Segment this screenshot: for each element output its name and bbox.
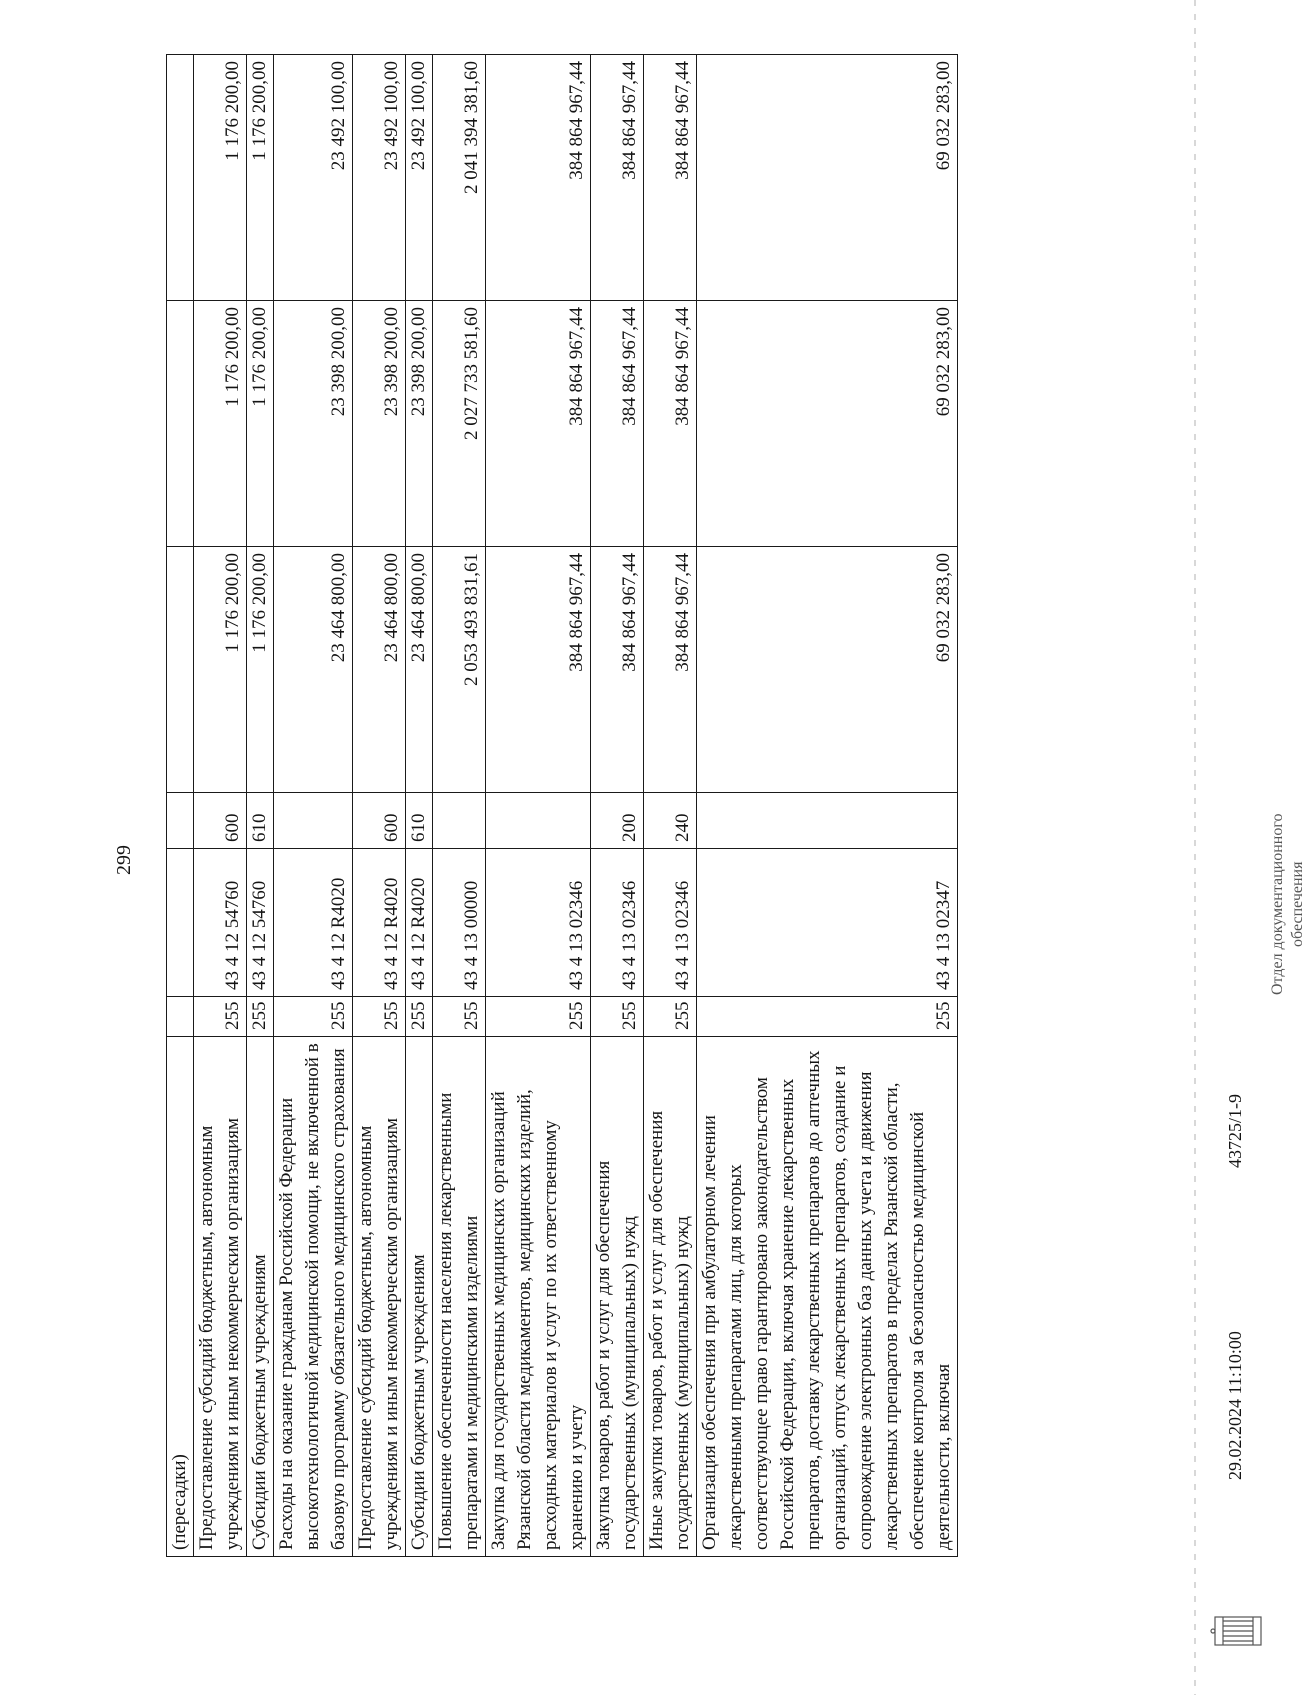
cell-expense-type — [274, 793, 353, 849]
cell-amount-year-3: 1 176 200,00 — [194, 55, 247, 301]
cell-amount-year-2 — [167, 301, 194, 547]
cell-amount-year-1: 23 464 800,00 — [353, 547, 406, 793]
cell-name: Предоставление субсидий бюджетным, автономным учреждениям и иным некоммерческим организациям — [353, 1037, 406, 1557]
cell-ministry-code: 255 — [353, 997, 406, 1037]
table-row — [406, 55, 433, 1557]
page-number: 299 — [113, 845, 135, 875]
cell-amount-year-1: 1 176 200,00 — [194, 547, 247, 793]
cell-program-code: 43 4 12 R4020 — [353, 849, 406, 997]
cell-name: Повышение обеспеченности населения лекарственными препаратами и медицинскими изделиями — [433, 1037, 486, 1557]
cell-ministry-code: 255 — [433, 997, 486, 1037]
cell-ministry-code: 255 — [406, 997, 433, 1037]
cell-amount-year-3: 23 492 100,00 — [353, 55, 406, 301]
cell-name: Субсидии бюджетным учреждениям — [406, 1037, 433, 1557]
cell-name: Организация обеспечения при амбулаторном лечении лекарственными препаратами лиц, для которых соответствующее право гарантировано законодательством Российской Федерации, включая хранение лекарственных препаратов, доставку лекарственных препаратов до аптечных организаций, отпуск лекарственных препаратов, создание и сопровождение электронных баз данных учета и движения лекарственных препаратов в пределах Рязанской области, обеспечение контроля за безопасностью медицинской деятельности, включая — [697, 1037, 958, 1557]
cell-ministry-code: 255 — [697, 997, 958, 1037]
cell-amount-year-1: 23 464 800,00 — [406, 547, 433, 793]
scan-edge-artifact — [1194, 0, 1196, 1695]
cell-amount-year-1: 2 053 493 831,61 — [433, 547, 486, 793]
cell-amount-year-1 — [167, 547, 194, 793]
cell-amount-year-3: 23 492 100,00 — [406, 55, 433, 301]
cell-program-code: 43 4 12 R4020 — [406, 849, 433, 997]
table-row — [697, 55, 958, 1557]
cell-amount-year-1: 384 864 967,44 — [644, 547, 697, 793]
cell-amount-year-2: 1 176 200,00 — [247, 301, 274, 547]
emblem-icon — [1212, 1602, 1264, 1660]
cell-program-code: 43 4 12 R4020 — [274, 849, 353, 997]
cell-amount-year-2: 23 398 200,00 — [274, 301, 353, 547]
budget-table — [166, 54, 958, 1557]
cell-amount-year-3: 1 176 200,00 — [247, 55, 274, 301]
cell-ministry-code — [167, 997, 194, 1037]
cell-expense-type: 610 — [406, 793, 433, 849]
cell-amount-year-3: 2 041 394 381,60 — [433, 55, 486, 301]
cell-amount-year-2: 2 027 733 581,60 — [433, 301, 486, 547]
cell-expense-type: 240 — [644, 793, 697, 849]
table-row — [247, 55, 274, 1557]
rotated-table-container — [166, 47, 1046, 1557]
cell-amount-year-1: 69 032 283,00 — [697, 547, 958, 793]
cell-ministry-code: 255 — [644, 997, 697, 1037]
cell-ministry-code: 255 — [194, 997, 247, 1037]
cell-amount-year-2: 384 864 967,44 — [486, 301, 591, 547]
cell-expense-type: 600 — [353, 793, 406, 849]
cell-program-code: 43 4 13 00000 — [433, 849, 486, 997]
table-row — [353, 55, 406, 1557]
table-body — [167, 55, 958, 1557]
cell-name: Субсидии бюджетным учреждениям — [247, 1037, 274, 1557]
cell-program-code — [167, 849, 194, 997]
cell-name: (пересадки) — [167, 1037, 194, 1557]
cell-amount-year-3: 69 032 283,00 — [697, 55, 958, 301]
table-row — [194, 55, 247, 1557]
cell-name: Расходы на оказание гражданам Российской Федерации высокотехнологичной медицинской помощи, не включенной в базовую программу обязательного медицинского страхования — [274, 1037, 353, 1557]
table-row — [433, 55, 486, 1557]
cell-amount-year-2: 23 398 200,00 — [406, 301, 433, 547]
department-stamp — [1268, 813, 1308, 995]
table-row — [167, 55, 194, 1557]
cell-program-code: 43 4 12 54760 — [194, 849, 247, 997]
cell-amount-year-3: 384 864 967,44 — [591, 55, 644, 301]
cell-amount-year-3: 384 864 967,44 — [486, 55, 591, 301]
cell-program-code: 43 4 12 54760 — [247, 849, 274, 997]
cell-program-code: 43 4 13 02347 — [697, 849, 958, 997]
cell-expense-type — [697, 793, 958, 849]
cell-name: Предоставление субсидий бюджетным, автономным учреждениям и иным некоммерческим организациям — [194, 1037, 247, 1557]
cell-name: Иные закупки товаров, работ и услуг для обеспечения государственных (муниципальных) нужд — [644, 1037, 697, 1557]
cell-amount-year-2: 69 032 283,00 — [697, 301, 958, 547]
cell-ministry-code: 255 — [486, 997, 591, 1037]
cell-amount-year-3 — [167, 55, 194, 301]
cell-amount-year-1: 23 464 800,00 — [274, 547, 353, 793]
cell-amount-year-2: 1 176 200,00 — [194, 301, 247, 547]
table-row — [274, 55, 353, 1557]
cell-amount-year-1: 1 176 200,00 — [247, 547, 274, 793]
footer-date: 29.02.2024 11:10:00 — [1225, 1331, 1245, 1480]
cell-amount-year-2: 23 398 200,00 — [353, 301, 406, 547]
table-row — [591, 55, 644, 1557]
cell-name: Закупка для государственных медицинских организаций Рязанской области медикаментов, медицинских изделий, расходных материалов и услуг по их ответственному хранению и учету — [486, 1037, 591, 1557]
cell-amount-year-1: 384 864 967,44 — [591, 547, 644, 793]
cell-expense-type: 200 — [591, 793, 644, 849]
cell-program-code: 43 4 13 02346 — [486, 849, 591, 997]
cell-amount-year-3: 384 864 967,44 — [644, 55, 697, 301]
cell-amount-year-2: 384 864 967,44 — [644, 301, 697, 547]
stamp-line-2: обеспечения — [1289, 861, 1306, 947]
stamp-line-1: Отдел документационного — [1269, 813, 1286, 995]
cell-expense-type — [486, 793, 591, 849]
cell-amount-year-2: 384 864 967,44 — [591, 301, 644, 547]
cell-program-code: 43 4 13 02346 — [591, 849, 644, 997]
cell-ministry-code: 255 — [274, 997, 353, 1037]
cell-expense-type: 610 — [247, 793, 274, 849]
cell-ministry-code: 255 — [591, 997, 644, 1037]
table-row — [644, 55, 697, 1557]
footer-doc-id: 43725/1-9 — [1225, 1094, 1245, 1168]
cell-expense-type — [433, 793, 486, 849]
cell-program-code: 43 4 13 02346 — [644, 849, 697, 997]
cell-expense-type — [167, 793, 194, 849]
cell-amount-year-3: 23 492 100,00 — [274, 55, 353, 301]
cell-amount-year-1: 384 864 967,44 — [486, 547, 591, 793]
table-row — [486, 55, 591, 1557]
cell-ministry-code: 255 — [247, 997, 274, 1037]
cell-expense-type: 600 — [194, 793, 247, 849]
cell-name: Закупка товаров, работ и услуг для обеспечения государственных (муниципальных) нужд — [591, 1037, 644, 1557]
